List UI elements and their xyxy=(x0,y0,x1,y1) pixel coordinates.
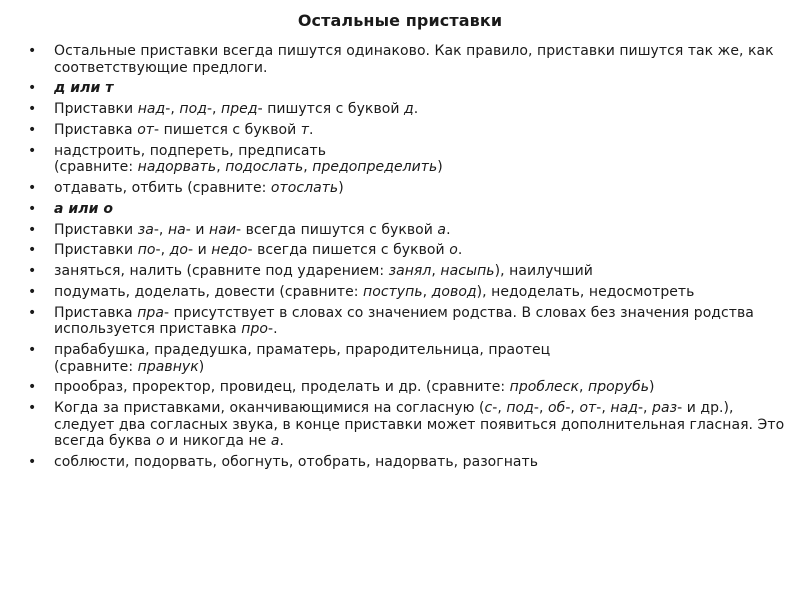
emphasis-text: за xyxy=(137,221,154,238)
emphasis-text: прорубь xyxy=(588,379,650,396)
bullet-item xyxy=(28,80,788,97)
plain-text: подумать, доделать, довести (сравните: xyxy=(54,283,364,300)
plain-text: - и xyxy=(185,221,210,238)
plain-text: -. xyxy=(268,321,278,338)
bullet-item xyxy=(28,379,788,396)
emphasis-text: над xyxy=(610,400,638,417)
bullet-item xyxy=(28,305,788,338)
emphasis-text: от xyxy=(137,121,155,138)
bullet-text xyxy=(54,122,314,138)
bullet-item xyxy=(28,143,788,176)
plain-text: , xyxy=(303,159,313,176)
bullet-item xyxy=(28,263,788,280)
plain-text: - и др.), следует два согласных звука, в конце приставки может появиться дополнительная гласная. Это всегда буква xyxy=(54,400,785,450)
plain-text: , xyxy=(431,263,441,280)
emphasis-text: о xyxy=(449,242,458,259)
emphasis-text: про xyxy=(241,321,269,338)
plain-text: -, xyxy=(155,242,170,259)
bullet-text xyxy=(54,454,538,470)
plain-text: - пишутся с буквой xyxy=(257,101,405,118)
plain-text: - присутствует в словах со значением родства. В словах без значения родства используется приставка xyxy=(54,304,754,338)
plain-text: надстроить, подпереть, предписать xyxy=(54,142,327,159)
plain-text: -, xyxy=(533,400,549,417)
emphasis-text: по xyxy=(137,242,156,259)
emphasis-text: поступь xyxy=(363,283,423,300)
plain-text: . xyxy=(413,101,419,118)
plain-text: Остальные приставки всегда пишутся одинаково. Как правило, приставки пишутся так же, как соответствующие предлоги. xyxy=(54,43,774,76)
plain-text: . xyxy=(279,433,284,450)
bullet-item xyxy=(28,242,788,259)
bullet-item xyxy=(28,342,788,375)
plain-text: - пишется с буквой xyxy=(154,121,301,138)
emphasis-text: д или т xyxy=(54,80,114,97)
plain-text: , xyxy=(422,283,432,300)
bullet-item xyxy=(28,43,788,76)
bullet-dot-icon: • xyxy=(28,200,37,217)
bullet-text xyxy=(54,242,462,258)
bullet-text xyxy=(54,263,593,279)
plain-text: , xyxy=(216,159,226,176)
bullet-dot-icon: • xyxy=(28,304,37,321)
plain-text: ), наилучший xyxy=(494,263,593,280)
plain-text: заняться, налить (сравните под ударением: xyxy=(54,263,389,280)
bullet-text xyxy=(54,80,113,96)
bullet-text xyxy=(54,379,655,395)
emphasis-text: довод xyxy=(431,283,477,300)
plain-text: . xyxy=(308,121,314,138)
plain-text: ) xyxy=(338,179,344,196)
emphasis-text: а xyxy=(270,433,280,450)
emphasis-text: под xyxy=(179,101,207,118)
emphasis-text: правнук xyxy=(137,358,199,375)
emphasis-text: д xyxy=(404,101,414,118)
emphasis-text: от xyxy=(579,400,597,417)
bullet-dot-icon: • xyxy=(28,242,37,259)
emphasis-text: пред xyxy=(221,101,258,118)
plain-text: Приставки xyxy=(54,242,138,259)
plain-text: ) xyxy=(649,379,655,396)
bullet-text xyxy=(54,284,694,300)
emphasis-text: надорвать xyxy=(137,159,217,176)
plain-text: -, xyxy=(492,400,507,417)
plain-text: -, xyxy=(596,400,611,417)
bullet-item xyxy=(28,180,788,197)
bullet-item xyxy=(28,201,788,218)
plain-text: и никогда не xyxy=(164,433,271,450)
emphasis-text: с xyxy=(484,400,493,417)
emphasis-text: занял xyxy=(388,263,432,280)
bullet-dot-icon: • xyxy=(28,283,37,300)
emphasis-text: а xyxy=(437,221,447,238)
plain-text: прабабушка, прадедушка, праматерь, прародительница, праотец xyxy=(54,342,551,359)
plain-text: (сравните: xyxy=(54,358,138,375)
plain-text: - всегда пишутся с буквой xyxy=(236,221,438,238)
plain-text: ) xyxy=(437,159,443,176)
bullet-dot-icon: • xyxy=(28,179,37,196)
slide-title: Остальные приставки xyxy=(297,11,503,30)
bullet-dot-icon: • xyxy=(28,121,37,138)
bullet-text xyxy=(54,305,754,338)
emphasis-text: т xyxy=(300,121,309,138)
bullet-text xyxy=(54,201,113,217)
plain-text: отдавать, отбить (сравните: xyxy=(54,179,271,196)
bullet-dot-icon: • xyxy=(28,400,37,417)
emphasis-text: насыпь xyxy=(440,263,495,280)
plain-text: (сравните: xyxy=(54,159,138,176)
plain-text: . xyxy=(446,221,451,238)
plain-text: - всегда пишется с буквой xyxy=(247,242,450,259)
bullet-dot-icon: • xyxy=(28,142,37,159)
emphasis-text: отослать xyxy=(270,179,339,196)
bullet-text xyxy=(54,143,443,176)
bullet-item xyxy=(28,454,788,471)
emphasis-text: пра xyxy=(137,304,164,321)
plain-text: Приставка xyxy=(54,304,138,321)
plain-text: -, xyxy=(637,400,653,417)
plain-text: Когда за приставками, оканчивающимися на согласную ( xyxy=(54,400,485,417)
emphasis-text: над xyxy=(137,101,166,118)
plain-text: -, xyxy=(565,400,580,417)
plain-text: ) xyxy=(198,358,205,375)
plain-text: , xyxy=(578,379,588,396)
bullet-list xyxy=(28,43,788,475)
emphasis-text: а или о xyxy=(54,200,114,217)
plain-text: -, xyxy=(153,221,168,238)
plain-text: Приставки xyxy=(54,221,138,238)
emphasis-text: проблеск xyxy=(509,379,579,396)
plain-text: -, xyxy=(206,101,222,118)
emphasis-text: подослать xyxy=(225,159,304,176)
bullet-text xyxy=(54,342,550,375)
bullet-item xyxy=(28,222,788,239)
plain-text: соблюсти, подорвать, обогнуть, отобрать, надорвать, разогнать xyxy=(54,453,539,470)
bullet-dot-icon: • xyxy=(28,80,37,97)
emphasis-text: на xyxy=(167,221,186,238)
bullet-text xyxy=(54,222,451,238)
emphasis-text: до xyxy=(169,242,188,259)
bullet-dot-icon: • xyxy=(28,43,37,59)
bullet-text xyxy=(54,180,344,196)
bullet-item xyxy=(28,284,788,301)
plain-text: ), недоделать, недосмотреть xyxy=(476,283,695,300)
bullet-dot-icon: • xyxy=(28,221,37,238)
emphasis-text: наи xyxy=(209,221,237,238)
bullet-dot-icon: • xyxy=(28,342,37,359)
plain-text: . xyxy=(457,242,463,259)
plain-text: -, xyxy=(165,101,180,118)
emphasis-text: недо xyxy=(211,242,248,259)
emphasis-text: об xyxy=(548,400,566,417)
bullet-text xyxy=(54,43,774,76)
plain-text: Приставка xyxy=(54,121,138,138)
bullet-text xyxy=(54,101,418,117)
emphasis-text: раз xyxy=(652,400,678,417)
bullet-text xyxy=(54,400,784,449)
emphasis-text: о xyxy=(155,433,165,450)
bullet-dot-icon: • xyxy=(28,101,37,118)
bullet-dot-icon: • xyxy=(28,379,37,396)
bullet-item xyxy=(28,101,788,118)
bullet-item xyxy=(28,400,788,450)
emphasis-text: под xyxy=(506,400,534,417)
plain-text: Приставки xyxy=(54,101,138,118)
bullet-item xyxy=(28,122,788,139)
plain-text: прообраз, проректор, провидец, проделать и др. (сравните: xyxy=(54,379,510,396)
emphasis-text: предопределить xyxy=(312,159,438,176)
bullet-dot-icon: • xyxy=(28,263,37,280)
bullet-dot-icon: • xyxy=(28,453,37,470)
plain-text: - и xyxy=(188,242,212,259)
